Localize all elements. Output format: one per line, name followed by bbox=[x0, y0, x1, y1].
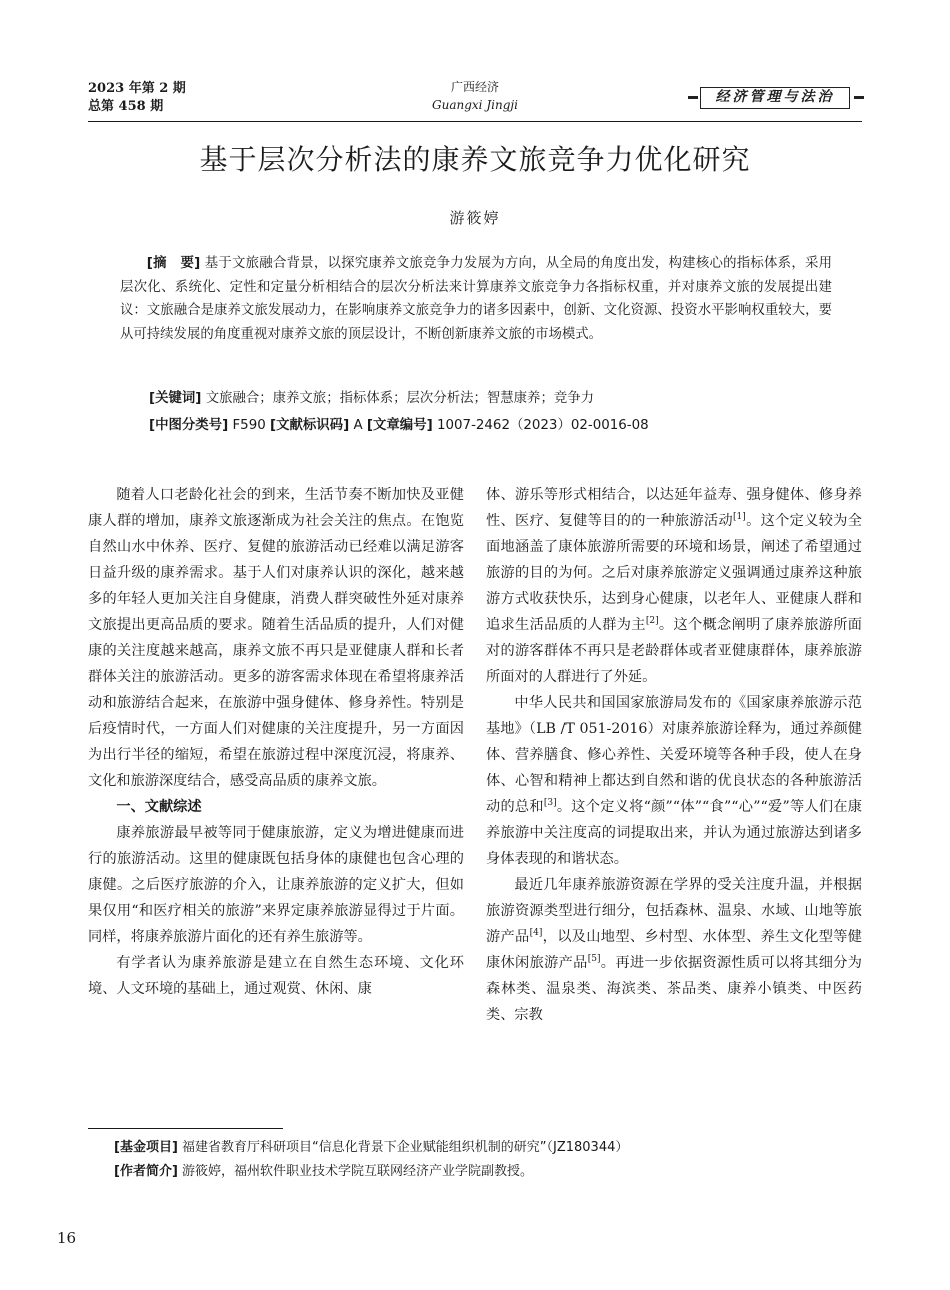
badge-left-bar bbox=[688, 96, 698, 99]
paragraph bbox=[486, 690, 862, 872]
abstract-label: [摘 要] bbox=[146, 256, 201, 271]
fund-note bbox=[88, 1136, 848, 1160]
keywords-text: 文旅融合；康养文旅；指标体系；层次分析法；智慧康养；竞争力 bbox=[205, 391, 595, 406]
text-run: 体、游乐等形式相结合，以达延年益寿、强身健体、修身养性、医疗、复健等目的的一种旅游活动 bbox=[486, 487, 862, 529]
clc-value: F590 bbox=[232, 418, 266, 433]
citation: [3] bbox=[543, 798, 557, 808]
keywords-label: [关键词] bbox=[149, 391, 202, 406]
section-heading: 一、文献综述 bbox=[116, 799, 202, 815]
abstract-text: 基于文旅融合背景，以探究康养文旅竞争力发展为方向，从全局的角度出发，构建核心的指标体系，采用层次化、系统化、定性和定量分析相结合的层次分析法来计算康养文旅竞争力各指标权重，并对康养文旅的发展提出建议：文旅融合是康养文旅发展动力，在影响康养文旅竞争力的诸多因素中，创新、文化资源、投资水平影响权重较大，要从可持续发展的角度重视对康养文旅的顶层设计，不断创新康养文旅的市场模式。 bbox=[120, 256, 832, 342]
article-author: 游筱婷 bbox=[449, 209, 501, 227]
header-rule bbox=[88, 121, 862, 122]
paragraph bbox=[486, 482, 862, 690]
abstract bbox=[120, 252, 832, 346]
total-issue-number: 总第 458 期 bbox=[88, 99, 164, 114]
author-info-label: [作者简介] bbox=[114, 1164, 178, 1179]
text-run: 。这个定义将“颜”“体”“食”“心”“爱”等人们在康养旅游中关注度高的词提取出来，并认为通过旅游达到诸多身体表现的和谐状态。 bbox=[486, 799, 862, 867]
journal-name-cn: 广西经济 bbox=[450, 80, 499, 94]
author-info-text: 游筱婷，福州软件职业技术学院互联网经济产业学院副教授。 bbox=[182, 1164, 534, 1179]
paragraph: 有学者认为康养旅游是建立在自然生态环境、文化环境、人文环境的基础上，通过观赏、休闲、康 bbox=[88, 955, 464, 997]
issue-number: 2023 年第 2 期 bbox=[88, 81, 186, 96]
clc-label: [中图分类号] bbox=[149, 418, 229, 433]
doc-code-label: [文献标识码] bbox=[270, 418, 350, 433]
citation: [2] bbox=[645, 616, 659, 626]
classification bbox=[149, 414, 839, 438]
article-number-label: [文章编号] bbox=[366, 418, 433, 433]
fund-label: [基金项目] bbox=[114, 1140, 178, 1155]
keywords bbox=[149, 387, 839, 411]
text-run: 。这个定义较为全面地涵盖了康体旅游所需要的环境和场景，阐述了希望通过旅游的目的为何。之后对康养旅游定义强调通过康养这种旅游方式收获快乐，达到身心健康，以老年人、亚健康人群和追求生活品质的人群为主 bbox=[486, 513, 862, 633]
journal-name-en: Guangxi Jingji bbox=[432, 98, 518, 112]
article-title: 基于层次分析法的康养文旅竞争力优化研究 bbox=[199, 143, 751, 176]
body-column-left bbox=[88, 482, 464, 1002]
journal-name bbox=[400, 78, 550, 114]
issue-info bbox=[88, 80, 186, 116]
footnote-rule bbox=[88, 1128, 283, 1129]
citation: [5] bbox=[587, 954, 601, 964]
text-run: 最近几年康养旅游资源在学界的受关注度升温，并根据旅游资源类型进行细分，包括森林、温泉、水域、山地等旅游产品 bbox=[486, 877, 862, 945]
author-note bbox=[88, 1160, 848, 1184]
page-number: 16 bbox=[57, 1229, 77, 1247]
section-badge bbox=[688, 86, 864, 112]
citation: [1] bbox=[733, 512, 746, 522]
article-number-value: 1007-2462（2023）02-0016-08 bbox=[436, 418, 649, 433]
paragraph bbox=[486, 872, 862, 1028]
text-run: ，以及山地型、乡村型、水体型、养生文化型等健康休闲旅游产品 bbox=[486, 929, 862, 971]
paragraph: 康养旅游最早被等同于健康旅游，定义为增进健康而进行的旅游活动。这里的健康既包括身体的康健也包含心理的康健。之后医疗旅游的介入，让康养旅游的定义扩大，但如果仅用“和医疗相关的旅游”来界定康养旅游显得过于片面。同样，将康养旅游片面化的还有养生旅游等。 bbox=[88, 825, 464, 945]
citation: [4] bbox=[529, 928, 543, 938]
fund-text: 福建省教育厅科研项目“信息化背景下企业赋能组织机制的研究”（JZ180344） bbox=[182, 1140, 629, 1155]
body-column-right bbox=[486, 482, 862, 1028]
badge-right-bar bbox=[854, 96, 864, 99]
paragraph: 随着人口老龄化社会的到来，生活节奏不断加快及亚健康人群的增加，康养文旅逐渐成为社会关注的焦点。在饱览自然山水中休养、医疗、复健的旅游活动已经难以满足游客日益升级的康养需求。基于人们对康养认识的深化，越来越多的年轻人更加关注自身健康，消费人群突破性外延对康养文旅提出更高品质的要求。随着生活品质的提升，人们对健康的关注度越来越高，康养文旅不再只是亚健康人群和长者群体关注的旅游活动。更多的游客需求体现在希望将康养活动和旅游结合起来，在旅游中强身健体、修身养性。特别是后疫情时代，一方面人们对健康的关注度提升，另一方面因为出行半径的缩短，希望在旅游过程中深度沉浸，将康养、文化和旅游深度结合，感受高品质的康养文旅。 bbox=[88, 487, 464, 789]
text-run: 中华人民共和国国家旅游局发布的《国家康养旅游示范基地》（LB /T 051-2016）对康养旅游诠释为，通过养颜健体、营养膳食、修心养性、关爱环境等各种手段，使人在身体、心智和精神上都达到自然和谐的优良状态的各种旅游活动的总和 bbox=[486, 695, 862, 815]
text-run: 。再进一步依据资源性质可以将其细分为森林类、温泉类、海滨类、茶品类、康养小镇类、中医药类、宗教 bbox=[486, 955, 862, 1023]
doc-code-value: A bbox=[353, 418, 363, 433]
text-run: 。这个概念阐明了康养旅游所面对的游客群体不再只是老龄群体或者亚健康群体，康养旅游所面对的人群进行了外延。 bbox=[486, 617, 862, 685]
section-label: 经济管理与法治 bbox=[700, 87, 850, 109]
footnotes bbox=[88, 1136, 848, 1184]
